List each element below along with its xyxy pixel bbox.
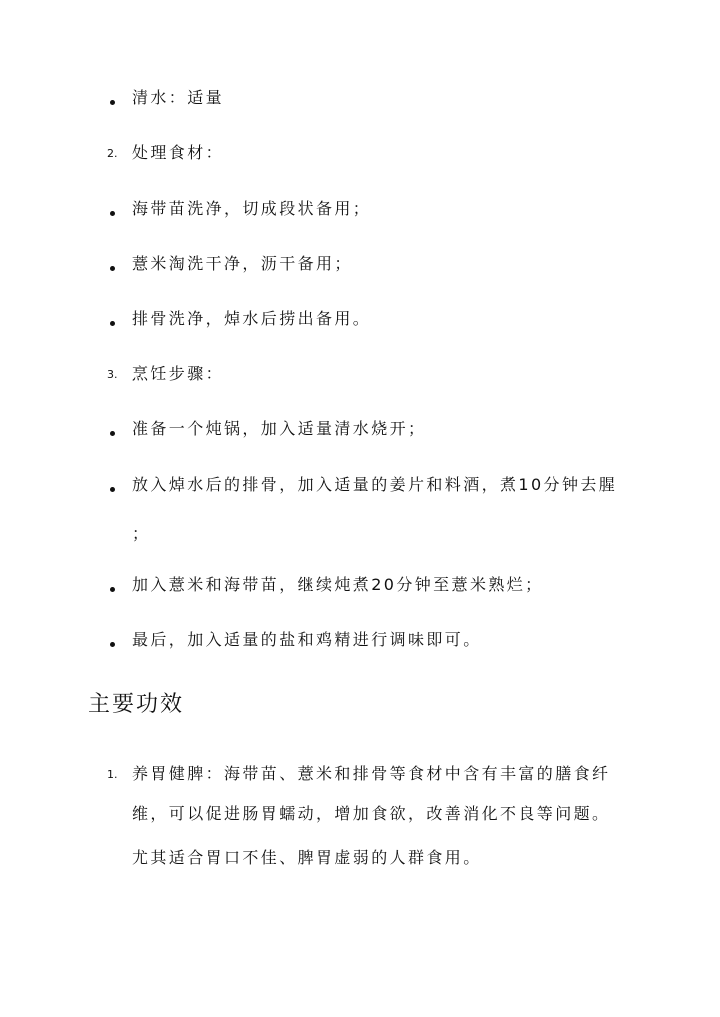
section-heading-effects: 主要功效 — [88, 692, 185, 717]
step-number-3: 3. — [107, 368, 118, 381]
step-title-2: 处理食材： — [132, 143, 225, 162]
step3-item-2: 放入焯水后的排骨，加入适量的姜片和料酒，煮10分钟去腥 — [132, 475, 618, 494]
bullet-dot — [110, 266, 115, 271]
effect-item-1-line-1: 养胃健脾：海带苗、薏米和排骨等食材中含有丰富的膳食纤 — [132, 764, 611, 783]
step3-item-4: 最后，加入适量的盐和鸡精进行调味即可。 — [132, 630, 482, 649]
bullet-dot — [110, 321, 115, 326]
step3-item-2-continuation: ； — [132, 524, 151, 543]
effect-number-1: 1. — [107, 768, 118, 781]
step2-item-2: 薏米淘洗干净，沥干备用； — [132, 254, 353, 273]
step3-item-1: 准备一个炖锅，加入适量清水烧开； — [132, 419, 427, 438]
step-title-3: 烹饪步骤： — [132, 364, 225, 383]
bullet-dot — [110, 642, 115, 647]
bullet-dot — [110, 487, 115, 492]
step2-item-1: 海带苗洗净，切成段状备用； — [132, 199, 372, 218]
effect-item-1-line-3: 尤其适合胃口不佳、脾胃虚弱的人群食用。 — [132, 848, 482, 867]
bullet-dot — [110, 587, 115, 592]
bullet-dot — [110, 211, 115, 216]
bullet-dot — [110, 100, 115, 105]
step2-item-3: 排骨洗净，焯水后捞出备用。 — [132, 309, 372, 328]
bullet-dot — [110, 431, 115, 436]
step3-item-3: 加入薏米和海带苗，继续炖煮20分钟至薏米熟烂； — [132, 575, 544, 594]
step-number-2: 2. — [107, 147, 118, 160]
ingredient-water: 清水：适量 — [132, 88, 225, 107]
effect-item-1-line-2: 维，可以促进肠胃蠕动，增加食欲，改善消化不良等问题。 — [132, 804, 611, 823]
